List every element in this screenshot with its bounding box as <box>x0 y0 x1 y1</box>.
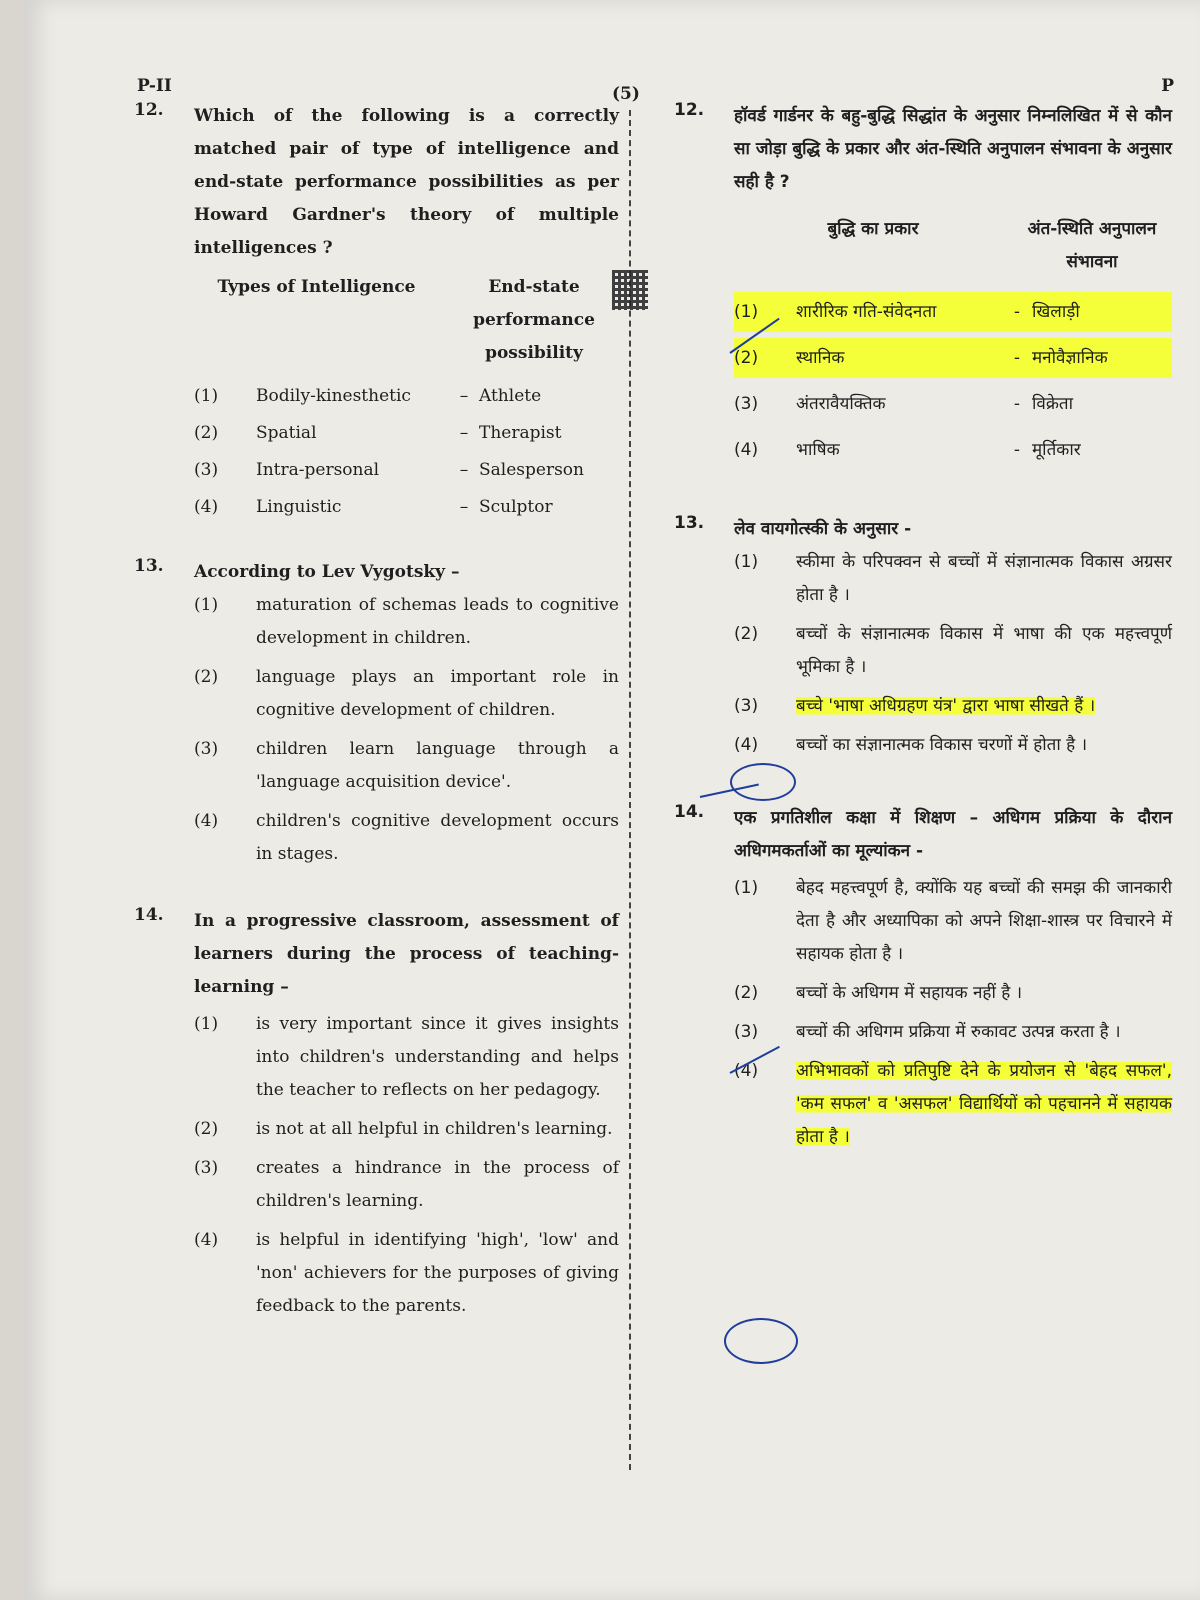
end-state-text: Athlete <box>479 386 542 406</box>
page-number: (5) <box>612 84 640 104</box>
option-text <box>796 1016 1172 1049</box>
answer-option <box>734 977 1172 1010</box>
option-number: (2) <box>734 624 759 644</box>
dash: – <box>459 423 469 443</box>
option-number: (3) <box>194 460 219 480</box>
option-text-span: is not at all helpful in children's learning. <box>256 1119 613 1139</box>
intelligence-type <box>796 289 1002 335</box>
option-number: (4) <box>734 1061 759 1081</box>
option-number: (3) <box>734 394 759 414</box>
option-text-span: is helpful in identifying 'high', 'low' and 'non' achievers for the purposes of giving feedback to the parents. <box>256 1230 619 1316</box>
option-number: (3) <box>194 1158 219 1178</box>
end-state <box>1032 381 1172 427</box>
option-number: (1) <box>734 302 759 322</box>
question-text: लेव वायगोत्स्की के अनुसार - <box>734 519 912 539</box>
question-text: Which of the following is a correctly matched pair of type of intelligence and end-state performance possibilities as per Howard Gardner's theory of multiple intelligences ? <box>194 106 619 258</box>
option-text-span: अभिभावकों को प्रतिपुष्टि देने के प्रयोजन से 'बेहद सफल', 'कम सफल' व 'असफल' विद्यार्थियों को पहचानने में सहायक होता है । <box>796 1061 1172 1147</box>
answer-option <box>194 805 619 871</box>
end-state-text: खिलाड़ी <box>1032 302 1080 322</box>
option-number: (4) <box>194 1230 219 1250</box>
option-text <box>796 618 1172 684</box>
option-text <box>796 690 1172 723</box>
option-text-span: children's cognitive development occurs in stages. <box>256 811 619 864</box>
answer-option <box>734 1055 1172 1154</box>
option-number: (2) <box>734 348 759 368</box>
option-text-span: creates a hindrance in the process of children's learning. <box>256 1158 619 1211</box>
end-state <box>1032 427 1172 473</box>
intelligence-type-text: भाषिक <box>796 440 840 460</box>
option-text-span: is very important since it gives insights into children's understanding and helps the teacher to reflects on her pedagogy. <box>256 1014 619 1100</box>
end-state <box>1032 289 1172 335</box>
paper-code-left: P-II <box>137 76 172 96</box>
intelligence-type <box>256 489 449 526</box>
answer-option <box>734 872 1172 971</box>
answer-option <box>194 1008 619 1107</box>
option-text <box>256 661 619 727</box>
option-number: (1) <box>734 878 759 898</box>
end-state <box>479 415 619 452</box>
dash: – <box>459 497 469 517</box>
match-row <box>194 452 619 489</box>
option-text <box>796 546 1172 612</box>
option-number: (2) <box>194 667 219 687</box>
option-text-span: बच्चों का संज्ञानात्मक विकास चरणों में होता है । <box>796 735 1088 755</box>
match-table-header <box>194 271 619 370</box>
pen-circle-q13-option3 <box>730 763 796 801</box>
option-number: (3) <box>734 1022 759 1042</box>
end-state <box>479 489 619 526</box>
question-14-en <box>134 905 619 1323</box>
question-text: In a progressive classroom, assessment of learners during the process of teaching-learning – <box>194 911 619 997</box>
intelligence-type-text: स्थानिक <box>796 348 845 368</box>
option-text <box>256 1224 619 1323</box>
paper-code-right: P <box>1161 76 1174 96</box>
col-header-type: बुद्धि का प्रकार <box>827 219 919 239</box>
column-divider <box>629 110 631 1470</box>
option-number: (3) <box>194 739 219 759</box>
end-state-text: Salesperson <box>479 460 584 480</box>
answer-option <box>194 1113 619 1146</box>
dash: - <box>1013 302 1021 322</box>
option-text-span: बच्चों के अधिगम में सहायक नहीं है । <box>796 983 1023 1003</box>
intelligence-type <box>256 452 449 489</box>
intelligence-type <box>796 381 1002 427</box>
end-state-text: विक्रेता <box>1032 394 1074 414</box>
intelligence-type-text: शारीरिक गति-संवेदनता <box>796 302 937 322</box>
option-number: (4) <box>734 440 759 460</box>
answer-option <box>734 1016 1172 1049</box>
question-number: 13. <box>674 513 705 533</box>
option-text <box>256 1008 619 1107</box>
question-text: एक प्रगतिशील कक्षा में शिक्षण – अधिगम प्रक्रिया के दौरान अधिगमकर्ताओं का मूल्यांकन - <box>734 808 1172 861</box>
option-number: (2) <box>194 423 219 443</box>
intelligence-type-text: Linguistic <box>256 497 342 517</box>
option-text-span: बच्चे 'भाषा अधिग्रहण यंत्र' द्वारा भाषा सीखते हैं । <box>796 696 1096 716</box>
option-text <box>256 1113 619 1146</box>
dash: - <box>1013 394 1021 414</box>
option-text-span: children learn language through a 'language acquisition device'. <box>256 739 619 792</box>
question-number: 14. <box>674 802 705 822</box>
match-table-header <box>734 213 1172 279</box>
option-text-span: स्कीमा के परिपक्वन से बच्चों में संज्ञानात्मक विकास अग्रसर होता है । <box>796 552 1172 605</box>
option-text-span: बच्चों के संज्ञानात्मक विकास में भाषा की एक महत्त्वपूर्ण भूमिका है । <box>796 624 1172 677</box>
col-header-end-state: End-state performance possibility <box>473 277 595 363</box>
end-state-text: मूर्तिकार <box>1032 440 1081 460</box>
option-number: (1) <box>734 552 759 572</box>
question-number: 13. <box>134 556 164 576</box>
question-13-hi <box>674 513 1172 762</box>
dash: – <box>459 460 469 480</box>
question-text: According to Lev Vygotsky – <box>194 562 460 582</box>
option-text <box>796 977 1172 1010</box>
col-header-end-state: अंत-स्थिति अनुपालन संभावना <box>1027 219 1157 272</box>
english-column <box>134 100 619 1329</box>
option-text <box>796 729 1172 762</box>
question-13-en <box>134 556 619 871</box>
match-row <box>194 378 619 415</box>
option-text <box>796 1055 1172 1154</box>
option-number: (4) <box>734 735 759 755</box>
option-number: (1) <box>194 386 219 406</box>
dash: – <box>459 386 469 406</box>
option-number: (4) <box>194 811 219 831</box>
option-number: (3) <box>734 696 759 716</box>
intelligence-type-text: अंतरावैयक्तिक <box>796 394 886 414</box>
option-number: (2) <box>194 1119 219 1139</box>
end-state <box>479 452 619 489</box>
match-row <box>734 335 1172 381</box>
question-number: 12. <box>134 100 164 120</box>
pen-circle-q14-option4 <box>724 1318 798 1364</box>
option-text <box>796 872 1172 971</box>
end-state <box>479 378 619 415</box>
answer-option <box>194 1152 619 1218</box>
answer-option <box>194 661 619 727</box>
dash: - <box>1013 348 1021 368</box>
end-state-text: Sculptor <box>479 497 553 517</box>
option-number: (1) <box>194 595 219 615</box>
question-12-en <box>134 100 619 526</box>
option-number: (2) <box>734 983 759 1003</box>
match-row <box>734 381 1172 427</box>
exam-page <box>24 0 1200 1600</box>
match-row <box>734 427 1172 473</box>
dash: - <box>1013 440 1021 460</box>
option-text <box>256 589 619 655</box>
question-text: हॉवर्ड गार्डनर के बहु-बुद्धि सिद्धांत के अनुसार निम्नलिखित में से कौन सा जोड़ा बुद्धि के प्रकार और अंत-स्थिति अनुपालन संभावना के अनुसार सही है ? <box>734 106 1172 192</box>
option-text <box>256 1152 619 1218</box>
option-text <box>256 805 619 871</box>
question-number: 12. <box>674 100 705 120</box>
answer-option <box>734 729 1172 762</box>
answer-option <box>194 589 619 655</box>
answer-option <box>194 733 619 799</box>
end-state-text: Therapist <box>479 423 562 443</box>
intelligence-type-text: Intra-personal <box>256 460 380 480</box>
intelligence-type-text: Spatial <box>256 423 317 443</box>
col-header-type: Types of Intelligence <box>217 277 416 297</box>
answer-option <box>734 690 1172 723</box>
answer-option <box>194 1224 619 1323</box>
end-state-text: मनोवैज्ञानिक <box>1032 348 1108 368</box>
match-row <box>194 415 619 452</box>
option-text-span: बेहद महत्त्वपूर्ण है, क्योंकि यह बच्चों की समझ की जानकारी देता है और अध्यापिका को अपने शिक्षा-शास्त्र पर विचारने में सहायक होता है । <box>796 878 1172 964</box>
answer-option <box>734 618 1172 684</box>
option-text-span: maturation of schemas leads to cognitive development in children. <box>256 595 619 648</box>
match-row <box>734 289 1172 335</box>
intelligence-type <box>256 378 449 415</box>
intelligence-type <box>256 415 449 452</box>
option-text <box>256 733 619 799</box>
match-row <box>194 489 619 526</box>
question-12-hi <box>674 100 1172 473</box>
option-number: (4) <box>194 497 219 517</box>
end-state <box>1032 335 1172 381</box>
hindi-column <box>674 100 1172 1160</box>
option-text-span: बच्चों की अधिगम प्रक्रिया में रुकावट उत्पन्न करता है । <box>796 1022 1121 1042</box>
question-number: 14. <box>134 905 164 925</box>
intelligence-type <box>796 335 1002 381</box>
option-number: (1) <box>194 1014 219 1034</box>
intelligence-type-text: Bodily-kinesthetic <box>256 386 411 406</box>
question-14-hi <box>674 802 1172 1154</box>
intelligence-type <box>796 427 1002 473</box>
answer-option <box>734 546 1172 612</box>
option-text-span: language plays an important role in cognitive development of children. <box>256 667 619 720</box>
